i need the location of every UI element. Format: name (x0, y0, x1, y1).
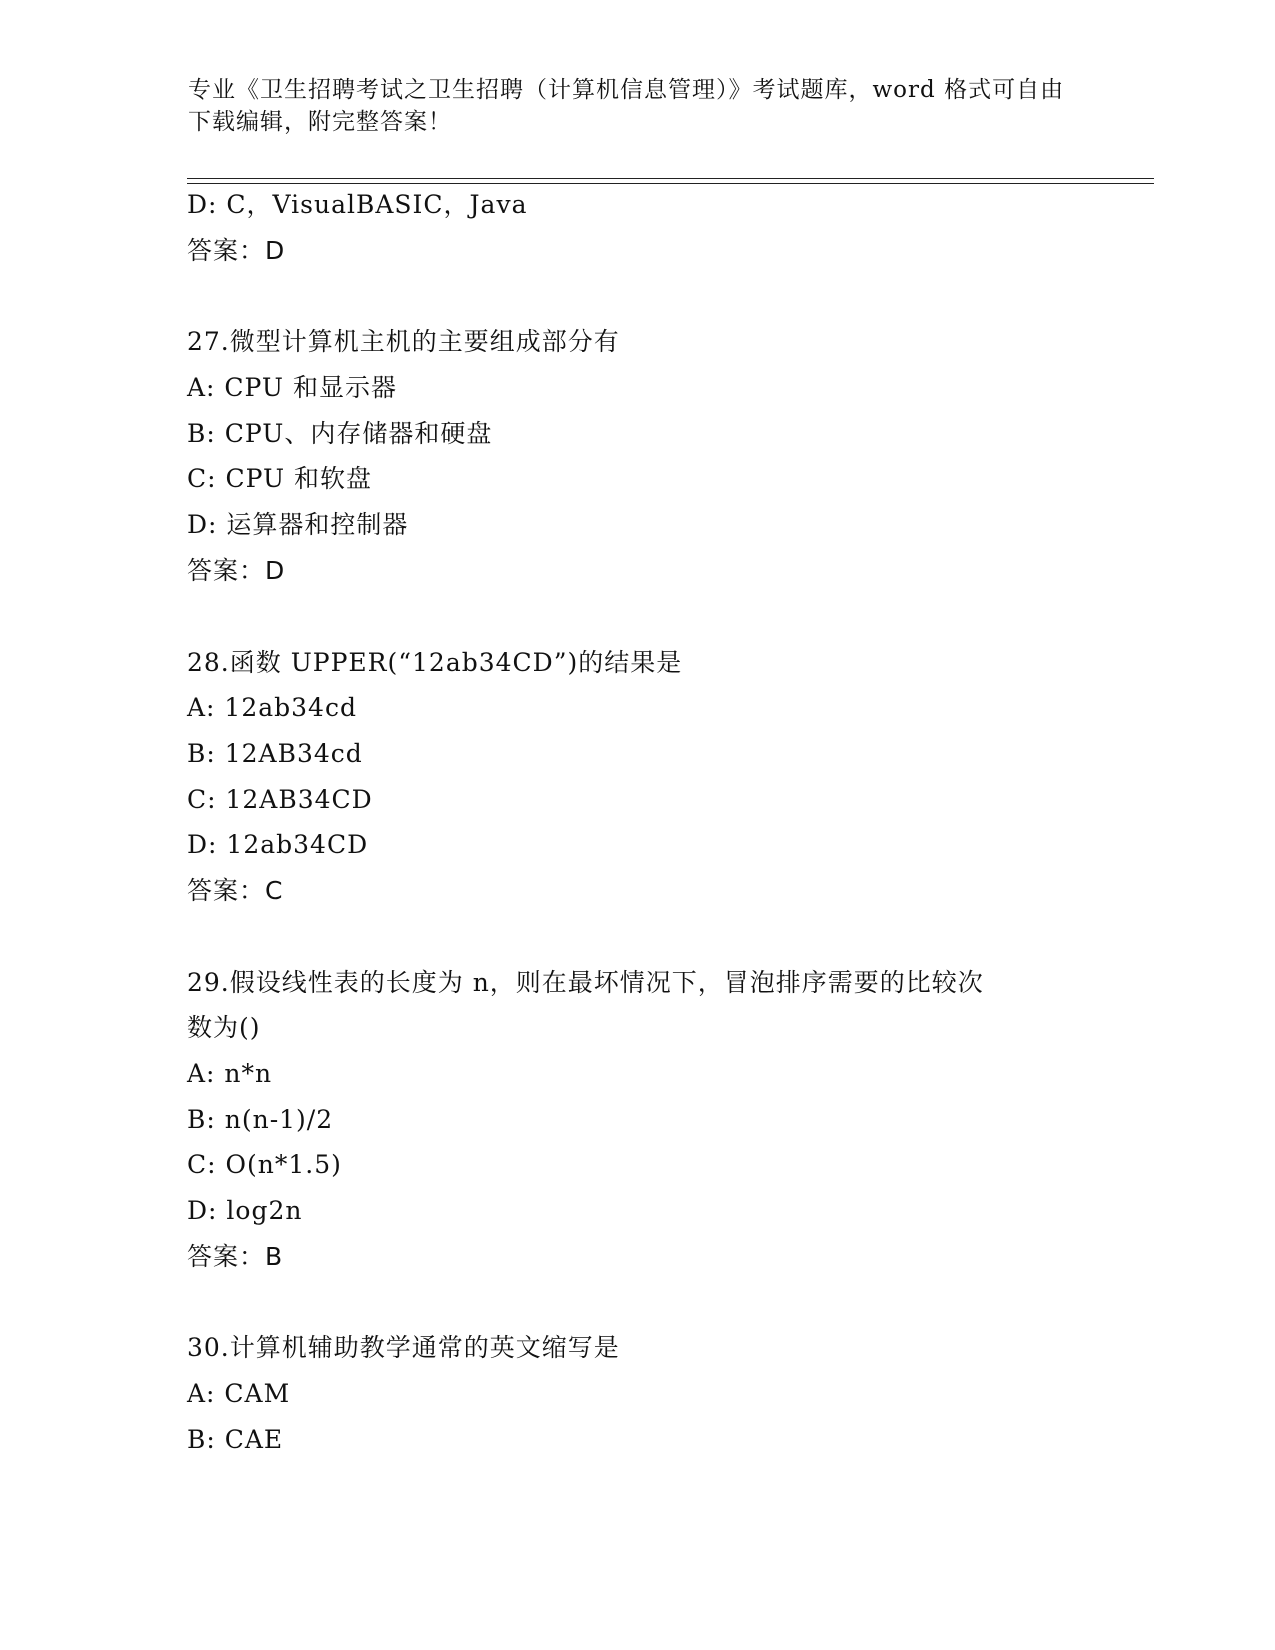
question-29-option-a: A: n*n (187, 1059, 273, 1088)
question-27-option-b: B: CPU、内存储器和硬盘 (187, 418, 493, 448)
header-rule-bottom (187, 183, 1154, 184)
question-27-option-a: A: CPU 和显示器 (187, 373, 397, 403)
question-29-answer: 答案：B (187, 1241, 284, 1271)
question-28-option-a: A: 12ab34cd (187, 693, 357, 723)
header-rule-top (187, 178, 1154, 179)
question-28-option-d: D: 12ab34CD (187, 830, 369, 860)
question-27-option-d: D: 运算器和控制器 (187, 510, 409, 540)
prev-option-d: D: C，VisualBASIC，Java (187, 190, 528, 219)
question-29-option-b: B: n(n-1)/2 (187, 1104, 334, 1134)
question-27-option-c: C: CPU 和软盘 (187, 464, 373, 494)
question-28-option-b: B: 12AB34cd (187, 738, 363, 768)
question-30-stem: 30.计算机辅助教学通常的英文缩写是 (187, 1333, 620, 1363)
prev-answer: 答案：D (187, 235, 286, 265)
question-28-stem: 28.函数 UPPER(“12ab34CD”)的结果是 (187, 647, 683, 677)
question-29-stem-line1: 29.假设线性表的长度为 n，则在最坏情况下，冒泡排序需要的比较次 (187, 967, 984, 997)
question-30-option-a: A: CAM (187, 1379, 291, 1409)
question-27-answer: 答案：D (187, 555, 286, 585)
question-29-option-d: D: log2n (187, 1196, 303, 1226)
question-27-stem: 27.微型计算机主机的主要组成部分有 (187, 327, 620, 357)
question-28-answer: 答案：C (187, 875, 284, 905)
question-list (187, 190, 1087, 1471)
question-29-stem-line2: 数为() (187, 1013, 261, 1043)
question-28-option-c: C: 12AB34CD (187, 784, 373, 814)
document-header: 专业《卫生招聘考试之卫生招聘（计算机信息管理）》考试题库，word 格式可自由下载编辑，附完整答案！ (188, 77, 1065, 135)
question-29-option-c: C: O(n*1.5) (187, 1150, 342, 1180)
question-30-option-b: B: CAE (187, 1424, 284, 1454)
